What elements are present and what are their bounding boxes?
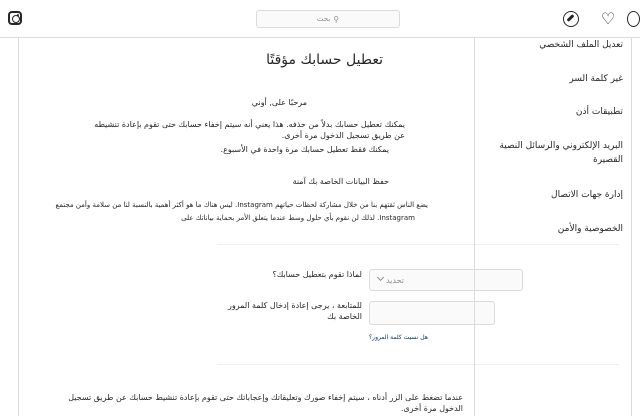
sidebar-item-authorized-apps[interactable]: تطبيقات أذن xyxy=(575,107,623,117)
profile-avatar-icon[interactable] xyxy=(627,11,640,27)
reason-label: لماذا تقوم بتعطيل حسابك؟ xyxy=(272,270,362,279)
privacy-text-line-1: يضع الناس ثقتهم بنا من خلال مشاركة لحظات حياتهم Instagram. ليس هناك ما هو أكثر أهمية بالنسبة لنا من سلامة وأمن مجتمع xyxy=(55,201,428,209)
settings-sidebar xyxy=(474,38,631,416)
settings-container xyxy=(18,38,632,416)
greeting-text: مرحبًا على, أوني xyxy=(251,98,307,107)
password-label: للمتابعة ، يرجى إعادة إدخال كلمة المرور الخاصة بك xyxy=(228,301,362,321)
sidebar-item-change-password[interactable]: غير كلمة السر xyxy=(569,74,623,84)
deactivate-explanation: يمكنك تعطيل حسابك بدلاً من حذفه. هذا يعني أنه سيتم إخفاء حسابك حتى تقوم بإعادة تنشيطه عن طريق تسجيل الدخول مرة أخرى. xyxy=(94,120,405,140)
explore-compass-icon[interactable] xyxy=(563,11,579,27)
sidebar-item-privacy-security[interactable]: الخصوصية والأمن xyxy=(557,224,623,234)
instagram-logo-icon[interactable] xyxy=(8,11,22,25)
section-heading: حفظ البيانات الخاصة بك آمنة xyxy=(292,177,389,186)
weekly-limit-note: يمكنك فقط تعطيل حسابك مرة واحدة في الأسبوع. xyxy=(220,145,389,154)
reason-select-value: تحديد xyxy=(385,276,404,285)
forgot-password-link[interactable]: هل نسيت كلمة المرور؟ xyxy=(369,334,428,341)
sidebar-item-manage-contacts[interactable]: إدارة جهات الاتصال xyxy=(551,190,623,200)
footer-explanation: عندما تضغط على الزر أدناه ، سيتم إخفاء صورك وتعليقاتك وإعجاباتك حتى تقوم بإعادة تنشيط حسابك عن طريق تسجيل الدخول مرة أخرى. xyxy=(68,393,463,413)
chevron-down-icon xyxy=(377,274,384,281)
page-title: تعطيل حسابك مؤقتًا xyxy=(266,52,383,68)
sidebar-item-edit-profile[interactable]: تعديل الملف الشخصي xyxy=(539,40,623,50)
top-navigation-bar xyxy=(0,0,640,38)
sidebar-item-email-sms[interactable]: البريد الإلكتروني والرسائل النصية القصيرة xyxy=(499,141,623,165)
privacy-text-line-2: Instagram. لذلك لن نقوم بأي حلول وسط عندما يتعلق الأمر بحماية بياناتك على xyxy=(181,214,415,222)
search-placeholder: بحث xyxy=(316,15,331,23)
deactivate-account-panel xyxy=(19,38,475,416)
search-input[interactable] xyxy=(256,10,400,28)
activity-heart-icon[interactable]: ♡ xyxy=(600,9,616,28)
search-icon: ⚲ xyxy=(333,14,340,24)
